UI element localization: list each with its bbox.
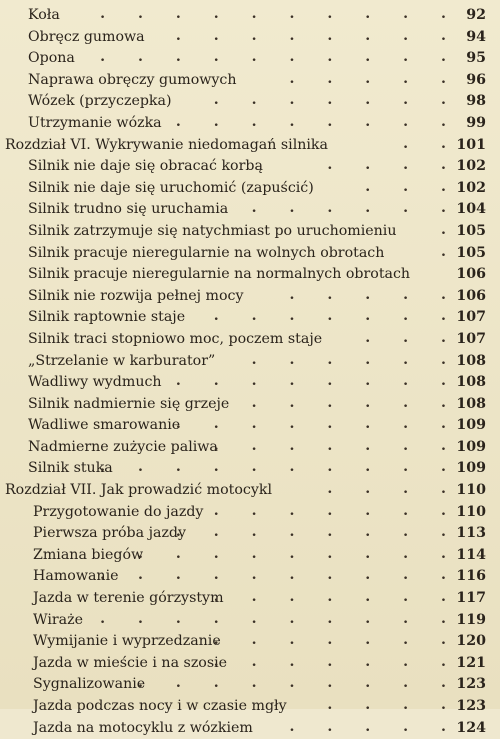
toc-entry bbox=[0, 178, 500, 200]
toc-entry bbox=[0, 329, 500, 351]
toc-entry bbox=[0, 70, 500, 92]
entry-title: Silnik pracuje nieregularnie na normalnych obrotach bbox=[28, 266, 411, 283]
entry-title: Jazda w mieście i na szosie bbox=[33, 654, 228, 671]
dot-leader: . . . . . . . . . . bbox=[100, 567, 460, 584]
toc-entry bbox=[0, 243, 500, 265]
page-number: 109 bbox=[456, 460, 486, 477]
chapter-title: Rozdział VI. Wykrywanie niedomagań silnika bbox=[5, 136, 328, 153]
toc-entry bbox=[0, 718, 500, 739]
entry-title: „Strzelanie w karburator” bbox=[28, 352, 216, 369]
entry-title: Silnik zatrzymuje się natychmiast po uruchomieniu bbox=[28, 222, 397, 239]
dot-leader: . . . . bbox=[327, 157, 460, 174]
page-number: 108 bbox=[456, 352, 486, 369]
toc-entry bbox=[0, 264, 500, 286]
entry-title: Koła bbox=[28, 7, 60, 23]
dot-leader: . . . . bbox=[327, 697, 460, 713]
entry-title: Wadliwy wydmuch bbox=[28, 374, 162, 391]
entry-title: Wymijanie i wyprzedzanie bbox=[33, 633, 221, 650]
page-number: 113 bbox=[456, 525, 486, 542]
toc-entry bbox=[0, 437, 500, 459]
page-number: 109 bbox=[456, 417, 486, 434]
entry-title: Opona bbox=[28, 50, 75, 67]
dot-leader: . . bbox=[403, 135, 460, 152]
dot-leader: . . . . . . . . . bbox=[138, 545, 460, 562]
toc-entry bbox=[0, 415, 500, 437]
toc-entry bbox=[0, 653, 500, 675]
entry-title: Jazda na motocyklu z wózkiem bbox=[33, 719, 253, 736]
page-number: 95 bbox=[466, 50, 486, 67]
toc-entry bbox=[0, 91, 500, 113]
toc-entry bbox=[0, 610, 500, 632]
dot-leader: . . . . . . . . . bbox=[138, 675, 460, 692]
dot-leader: . . . . . . . bbox=[213, 502, 460, 519]
entry-title: Silnik trudno się uruchamia bbox=[28, 201, 229, 218]
page-number: 123 bbox=[456, 698, 486, 714]
entry-title: Utrzymanie wózka bbox=[28, 114, 162, 131]
page-number: 116 bbox=[456, 568, 486, 585]
entry-title: Naprawa obręczy gumowych bbox=[28, 71, 237, 88]
page-number: 105 bbox=[456, 244, 486, 261]
page-number: 108 bbox=[456, 395, 486, 412]
toc-entry bbox=[0, 696, 500, 718]
toc-entry bbox=[0, 372, 500, 394]
toc-entry bbox=[0, 221, 500, 243]
dot-leader: . . . . . . . bbox=[213, 589, 460, 606]
dot-leader: . . . . . . bbox=[251, 351, 460, 368]
page-number: 94 bbox=[466, 28, 486, 45]
toc-entry bbox=[0, 5, 500, 27]
page-number: 92 bbox=[466, 7, 486, 23]
entry-title: Pierwsza próba jazdy bbox=[33, 525, 187, 542]
dot-leader: . bbox=[441, 243, 460, 260]
toc-entry bbox=[0, 286, 500, 308]
entry-title: Silnik raptownie staje bbox=[28, 309, 186, 326]
page-number: 110 bbox=[456, 503, 486, 520]
entry-title: Wózek (przyczepka) bbox=[28, 93, 172, 110]
entry-title: Zmiana biegów bbox=[33, 546, 144, 563]
entry-title: Silnik stuka bbox=[28, 460, 113, 477]
dot-leader: . . . bbox=[365, 178, 460, 195]
dot-leader: . . . . . . . . bbox=[175, 524, 460, 541]
dot-leader: . . . . . . . . . . bbox=[100, 6, 460, 22]
entry-title: Przygotowanie do jazdy bbox=[33, 503, 204, 520]
page-number: 123 bbox=[456, 676, 486, 693]
dot-leader: . . . . . . . . bbox=[175, 416, 460, 433]
toc-entry bbox=[0, 156, 500, 178]
dot-leader: . . . . . bbox=[289, 70, 460, 87]
toc-entry bbox=[0, 545, 500, 567]
page-number: 105 bbox=[456, 222, 486, 239]
dot-leader: . . . . . . bbox=[251, 394, 460, 411]
entry-title: Silnik traci stopniowo moc, poczem staje bbox=[28, 330, 323, 347]
page-number: 121 bbox=[456, 654, 486, 671]
page-number: 106 bbox=[456, 266, 486, 283]
toc-entry bbox=[0, 351, 500, 373]
chapter-heading-row bbox=[0, 480, 500, 502]
dot-leader: . . . . . bbox=[289, 286, 460, 303]
dot-leader: . . . . . . . . . . bbox=[100, 610, 460, 627]
entry-title: Hamowanie bbox=[33, 568, 119, 585]
dot-leader: . . . bbox=[365, 329, 460, 346]
entry-title: Silnik nie daje się uruchomić (zapuścić) bbox=[28, 179, 314, 196]
page-number: 102 bbox=[456, 158, 486, 175]
page-number: 119 bbox=[456, 611, 486, 628]
entry-title: Silnik nie rozwija pełnej mocy bbox=[28, 287, 244, 304]
page-number: 117 bbox=[456, 590, 486, 607]
toc-entry bbox=[0, 199, 500, 221]
dot-leader: . . . . . . . . bbox=[175, 27, 460, 44]
page-number: 110 bbox=[456, 482, 486, 499]
page-number: 124 bbox=[456, 719, 486, 736]
toc-entry bbox=[0, 588, 500, 610]
entry-title: Jazda podczas nocy i w czasie mgły bbox=[33, 698, 287, 714]
page-number: 106 bbox=[456, 287, 486, 304]
dot-leader: . . . . . . . . . . bbox=[100, 459, 460, 476]
page-number: 107 bbox=[456, 309, 486, 326]
dot-leader: . . . . . . . bbox=[213, 632, 460, 649]
entry-title: Wadliwe smarowanie bbox=[28, 417, 181, 434]
entry-title: Silnik pracuje nieregularnie na wolnych obrotach bbox=[28, 244, 385, 261]
toc-entry bbox=[0, 27, 500, 49]
entry-title: Obręcz gumowa bbox=[28, 28, 145, 45]
entry-title: Silnik nadmiernie się grzeje bbox=[28, 395, 230, 412]
page-number: 104 bbox=[456, 201, 486, 218]
toc-entry bbox=[0, 631, 500, 653]
dot-leader: . . . . . . . bbox=[213, 653, 460, 670]
page-number: 107 bbox=[456, 330, 486, 347]
page-number: 120 bbox=[456, 633, 486, 650]
toc-entry bbox=[0, 394, 500, 416]
entry-title: Wiraże bbox=[33, 611, 83, 628]
toc-entry bbox=[0, 566, 500, 588]
entry-title: Jazda w terenie górzystym bbox=[33, 590, 224, 607]
dot-leader: . . . . . . . bbox=[213, 437, 460, 454]
page-number: 98 bbox=[466, 93, 486, 110]
dot-leader: . . . . . . . bbox=[213, 92, 460, 109]
toc-entry bbox=[0, 307, 500, 329]
entry-title: Silnik nie daje się obracać korbą bbox=[28, 158, 263, 175]
dot-leader: . . . . . bbox=[289, 718, 460, 735]
dot-leader: . . . . . . . bbox=[213, 308, 460, 325]
toc-entry bbox=[0, 674, 500, 696]
page-number: 101 bbox=[456, 136, 486, 153]
dot-leader: . . . . . . bbox=[251, 200, 460, 217]
dot-leader: . . . . . . . . bbox=[175, 113, 460, 130]
dot-leader: . . . . bbox=[327, 481, 460, 498]
page-number: 109 bbox=[456, 438, 486, 455]
dot-leader: . . . . . . . . . . bbox=[100, 49, 460, 66]
toc-entry bbox=[0, 523, 500, 545]
toc-entry bbox=[0, 502, 500, 524]
chapter-title: Rozdział VII. Jak prowadzić motocykl bbox=[5, 482, 272, 499]
dot-leader: . bbox=[441, 221, 460, 238]
toc-entry bbox=[0, 48, 500, 70]
entry-title: Nadmierne zużycie paliwa bbox=[28, 438, 218, 455]
table-of-contents bbox=[0, 5, 500, 739]
entry-title: Sygnalizowanie bbox=[33, 676, 146, 693]
page-number: 108 bbox=[456, 374, 486, 391]
page-number: 102 bbox=[456, 179, 486, 196]
chapter-heading-row bbox=[0, 135, 500, 157]
page-number: 114 bbox=[456, 546, 486, 563]
page-number: 99 bbox=[466, 114, 486, 131]
page-number: 96 bbox=[466, 71, 486, 88]
toc-entry bbox=[0, 113, 500, 135]
toc-entry bbox=[0, 458, 500, 480]
dot-leader: . . . . . . . . bbox=[175, 373, 460, 390]
